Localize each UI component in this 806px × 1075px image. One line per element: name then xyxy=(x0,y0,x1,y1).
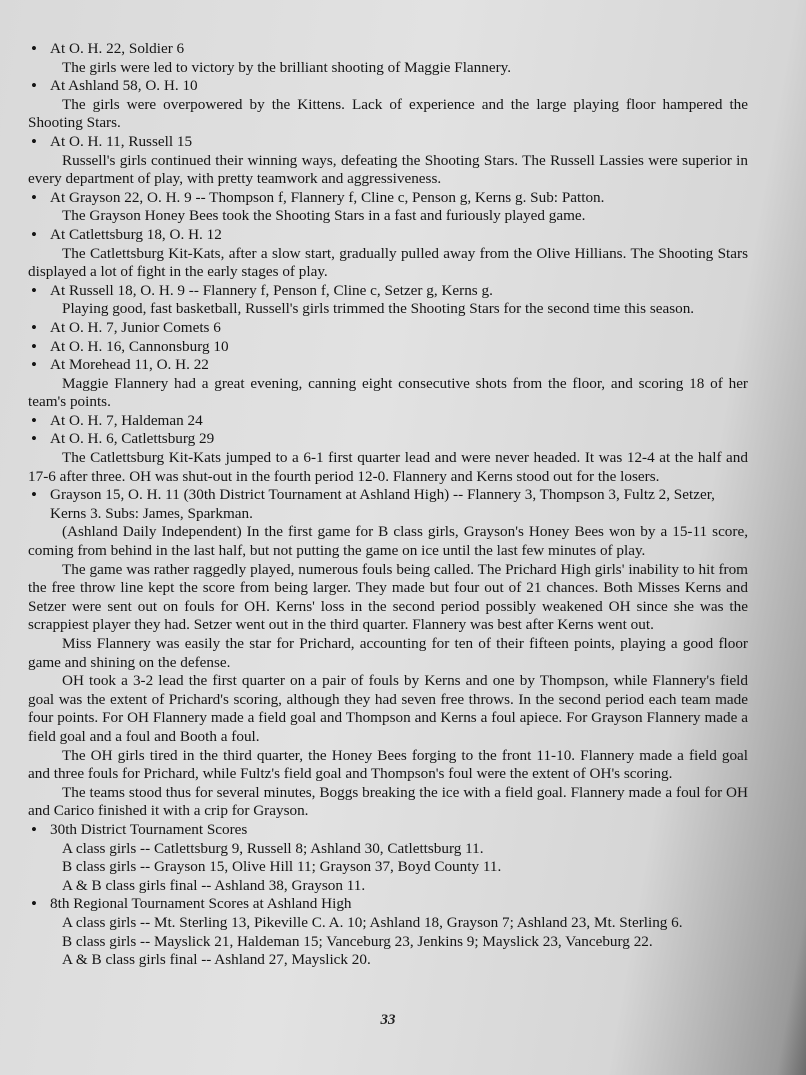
paragraph: (Ashland Daily Independent) In the first game for B class girls, Grayson's Honey Bees won by a 15-11 score, coming from behind in the last half, but not putting the game on ice until the last few minutes of play. xyxy=(28,523,748,560)
paragraph: The Catlettsburg Kit-Kats jumped to a 6-1 first quarter lead and were never headed. It was 12-4 at the half and 17-6 after three. OH was shut-out in the fourth period 12-0. Flannery and Kerns stood out for the losers. xyxy=(28,449,748,485)
bullet-item: • Grayson 15, O. H. 11 (30th District Tournament at Ashland High) -- Flannery 3, Thompson 3, Fultz 2, Setzer, Kerns 3. Subs: James, Sparkman. xyxy=(28,486,748,523)
paragraph: Miss Flannery was easily the star for Prichard, accounting for ten of their fifteen points, playing a good floor game and shining on the defense. xyxy=(28,635,748,671)
page-number: 33 xyxy=(380,1012,396,1028)
score-line: A class girls -- Catlettsburg 9, Russell 8; Ashland 30, Catlettsburg 11. xyxy=(62,839,484,857)
paragraph: The Catlettsburg Kit-Kats, after a slow start, gradually pulled away from the Olive Hillians. The Shooting Stars displayed a lot of fight in the early stages of play. xyxy=(28,244,748,281)
bullet-item: • 30th District Tournament Scores xyxy=(28,821,748,840)
bullet-item: • At O. H. 16, Cannonsburg 10 xyxy=(28,338,748,357)
paragraph: Playing good, fast basketball, Russell's girls trimmed the Shooting Stars for the second time this season. xyxy=(62,300,695,318)
paragraph: Maggie Flannery had a great evening, canning eight consecutive shots from the floor, and scoring 18 of her team's points. xyxy=(28,374,748,411)
bullet-item: • At O. H. 7, Junior Comets 6 xyxy=(28,319,748,338)
page-body xyxy=(28,40,748,970)
paragraph: The Grayson Honey Bees took the Shooting Stars in a fast and furiously played game. xyxy=(62,207,586,225)
bullet-item: • At Morehead 11, O. H. 22 xyxy=(28,356,748,375)
score-line: B class girls -- Mayslick 21, Haldeman 15; Vanceburg 23, Jenkins 9; Mayslick 23, Vanceburg 22. xyxy=(62,932,653,950)
score-line: A & B class girls final -- Ashland 27, Mayslick 20. xyxy=(62,951,371,969)
paragraph: The teams stood thus for several minutes, Boggs breaking the ice with a field goal. Flannery made a foul for OH and Carico finished it with a crip for Grayson. xyxy=(28,783,748,820)
score-line: A & B class girls final -- Ashland 38, Grayson 11. xyxy=(62,876,366,894)
paragraph: The girls were led to victory by the brilliant shooting of Maggie Flannery. xyxy=(62,58,512,76)
bullet-item: • At O. H. 11, Russell 15 xyxy=(28,133,748,152)
bullet-item: • 8th Regional Tournament Scores at Ashland High xyxy=(28,895,748,914)
bullet-item: • At O. H. 22, Soldier 6 xyxy=(28,40,748,59)
score-line: B class girls -- Grayson 15, Olive Hill 11; Grayson 37, Boyd County 11. xyxy=(62,858,502,876)
paragraph: The game was rather raggedly played, numerous fouls being called. The Prichard High girls' inability to hit from the free throw line kept the score from being larger. They made but four out of 21 chances. Both Misses Kerns and Setzer were sent out on fouls for OH. Kerns' loss in the second period possibly weakened OH since she was the scrappiest player they had. Setzer went out in the third quarter. Flannery was best after Kerns went out. xyxy=(28,560,748,634)
bullet-item: • At O. H. 6, Catlettsburg 29 xyxy=(28,430,748,449)
paragraph: The girls were overpowered by the Kittens. Lack of experience and the large playing floor hampered the Shooting Stars. xyxy=(28,95,748,132)
bullet-item: • At Catlettsburg 18, O. H. 12 xyxy=(28,226,748,245)
score-line: A class girls -- Mt. Sterling 13, Pikeville C. A. 10; Ashland 18, Grayson 7; Ashland 23, Mt. Sterling 6. xyxy=(62,913,683,931)
bullet-item: • At O. H. 7, Haldeman 24 xyxy=(28,412,748,431)
bullet-item: • At Russell 18, O. H. 9 -- Flannery f, Penson f, Cline c, Setzer g, Kerns g. xyxy=(28,282,748,301)
paragraph: Russell's girls continued their winning ways, defeating the Shooting Stars. The Russell Lassies were superior in every department of play, with pretty teamwork and aggressiveness. xyxy=(28,151,748,188)
bullet-item: • At Grayson 22, O. H. 9 -- Thompson f, Flannery f, Cline c, Penson g, Kerns g. Sub: Patton. xyxy=(28,189,748,208)
paragraph: OH took a 3-2 lead the first quarter on a pair of fouls by Kerns and one by Thompson, while Flannery's field goal was the extent of Prichard's scoring, although they had seven free throws. In the second period each team made four points. For OH Flannery made a field goal and Thompson and Kerns a foul apiece. For Grayson Flannery made a field goal and a foul and Booth a foul. xyxy=(28,672,748,745)
bullet-item: • At Ashland 58, O. H. 10 xyxy=(28,77,748,96)
paragraph: The OH girls tired in the third quarter, the Honey Bees forging to the front 11-10. Flannery made a field goal and three fouls for Prichard, while Fultz's field goal and Thompson's foul were the extent of OH's scoring. xyxy=(28,746,748,783)
